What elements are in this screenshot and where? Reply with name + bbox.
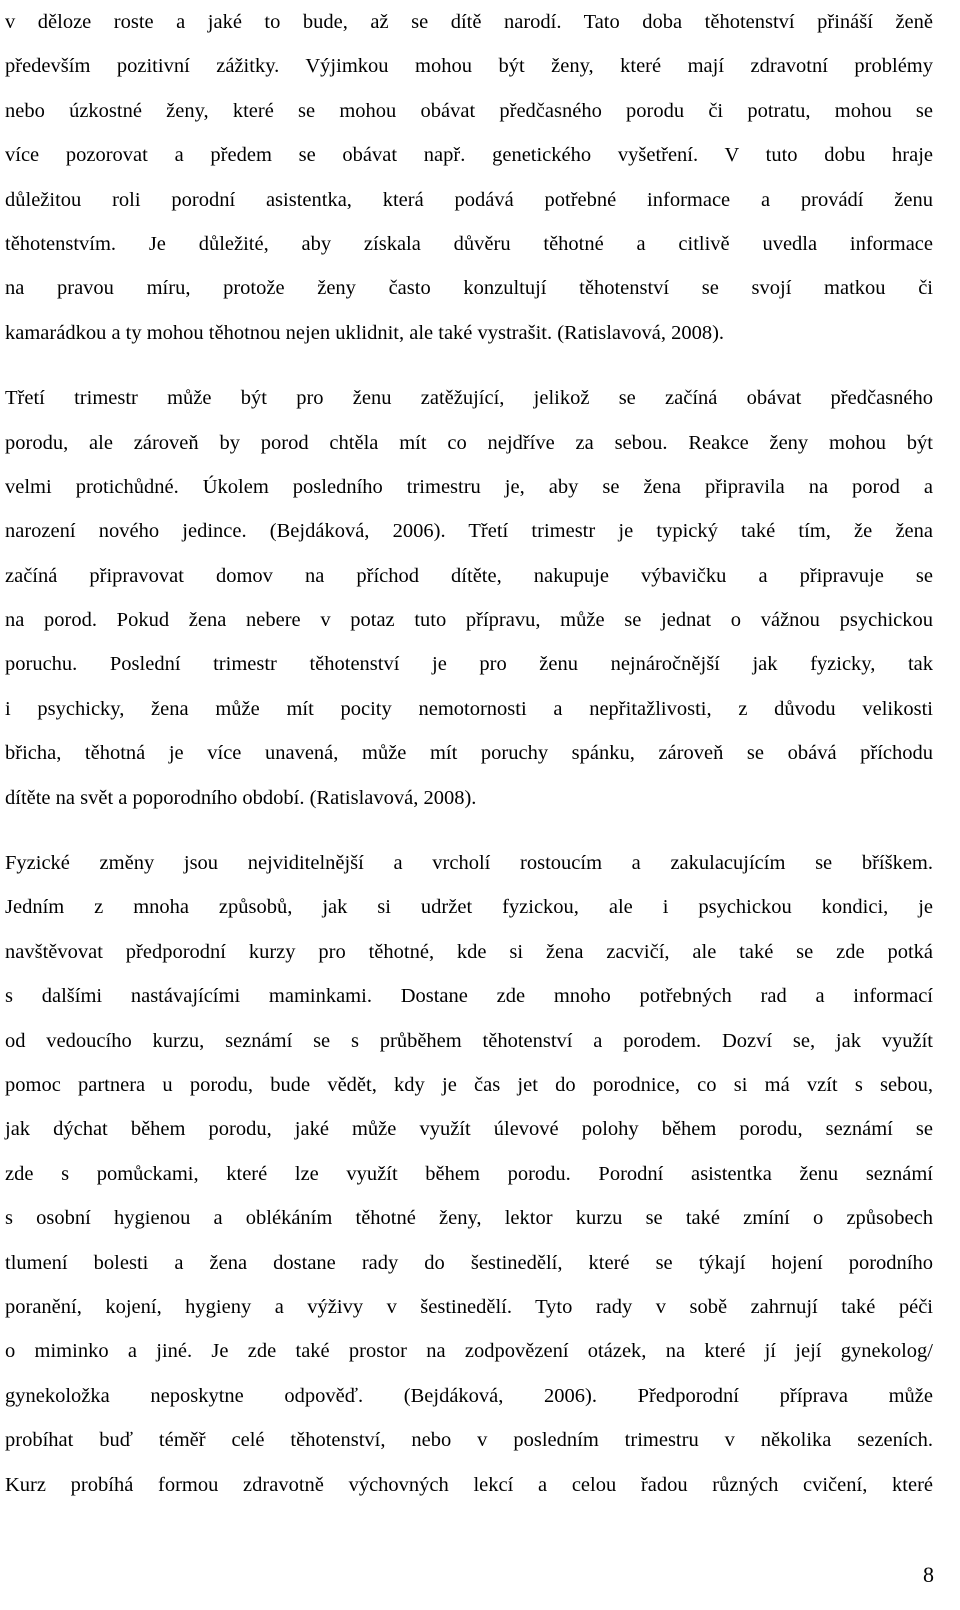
text-line: i psychicky, žena může mít pocity nemotornosti a nepřitažlivosti, z důvodu velikosti — [5, 697, 933, 720]
text-line: pomoc partnera u porodu, bude vědět, kdy je čas jet do porodnice, co si má vzít s sebou, — [5, 1073, 933, 1096]
text-line: Třetí trimestr může být pro ženu zatěžující, jelikož se začíná obávat předčasného — [5, 387, 933, 410]
text-line: především pozitivní zážitky. Výjimkou mohou být ženy, které mají zdravotní problémy — [5, 55, 933, 78]
paragraph-spacer — [5, 820, 933, 841]
text-line: porodu, ale zároveň by porod chtěla mít co nejdříve za sebou. Reakce ženy mohou být — [5, 431, 933, 454]
text-line: v děloze roste a jaké to bude, až se dítě narodí. Tato doba těhotenství přináší ženě — [5, 11, 933, 33]
paragraph-spacer — [5, 355, 933, 376]
text-line: navštěvovat předporodní kurzy pro těhotné, kde si žena zacvičí, ale také se zde potká — [5, 940, 933, 963]
paragraph-1 — [5, 0, 933, 355]
text-line: od vedoucího kurzu, seznámí se s průběhem těhotenství a porodem. Dozví se, jak využít — [5, 1029, 933, 1052]
text-line: těhotenstvím. Je důležité, aby získala důvěru těhotné a citlivě uvedla informace — [5, 232, 933, 255]
text-line: zde s pomůckami, které lze využít během porodu. Porodní asistentka ženu seznámí — [5, 1162, 933, 1185]
text-line: dítěte na svět a poporodního období. (Ratislavová, 2008). — [5, 786, 477, 809]
text-line: na porod. Pokud žena nebere v potaz tuto přípravu, může se jednat o vážnou psychickou — [5, 609, 933, 632]
text-line: gynekoložka neposkytne odpověď. (Bejdáková, 2006). Předporodní příprava může — [5, 1384, 933, 1407]
paragraph-3 — [5, 841, 933, 1507]
paragraph-2 — [5, 376, 933, 820]
text-line: nebo úzkostné ženy, které se mohou obávat předčasného porodu či potratu, mohou se — [5, 99, 933, 122]
text-line: na pravou míru, protože ženy často konzultují těhotenství se svojí matkou či — [5, 277, 933, 300]
text-line: o miminko a jiné. Je zde také prostor na zodpovězení otázek, na které jí její gynekolog/ — [5, 1340, 933, 1363]
text-line: Jedním z mnoha způsobů, jak si udržet fyzickou, ale i psychickou kondici, je — [5, 896, 933, 919]
text-line: narození nového jedince. (Bejdáková, 2006). Třetí trimestr je typický také tím, že žena — [5, 520, 933, 543]
text-line: poruchu. Poslední trimestr těhotenství je pro ženu nejnáročnější jak fyzicky, tak — [5, 653, 933, 676]
text-line: kamarádkou a ty mohou těhotnou nejen uklidnit, ale také vystrašit. (Ratislavová, 2008). — [5, 321, 725, 344]
text-line: s osobní hygienou a oblékáním těhotné ženy, lektor kurzu se také zmíní o způsobech — [5, 1207, 933, 1230]
text-line: jak dýchat během porodu, jaké může využít úlevové polohy během porodu, seznámí se — [5, 1118, 933, 1141]
text-line: poranění, kojení, hygieny a výživy v šestinedělí. Tyto rady v sobě zahrnují také péči — [5, 1295, 933, 1318]
text-line: Fyzické změny jsou nejviditelnější a vrcholí rostoucím a zakulacujícím se bříškem. — [5, 852, 933, 875]
text-line: důležitou roli porodní asistentka, která podává potřebné informace a provádí ženu — [5, 188, 933, 211]
text-line: probíhat buď téměř celé těhotenství, nebo v posledním trimestru v několika sezeních. — [5, 1429, 933, 1452]
text-line: tlumení bolesti a žena dostane rady do šestinedělí, které se týkají hojení porodního — [5, 1251, 933, 1274]
text-line: začíná připravovat domov na příchod dítěte, nakupuje výbavičku a připravuje se — [5, 564, 933, 587]
text-line: Kurz probíhá formou zdravotně výchovných lekcí a celou řadou různých cvičení, které — [5, 1473, 933, 1496]
text-line: s dalšími nastávajícími maminkami. Dostane zde mnoho potřebných rad a informací — [5, 985, 933, 1008]
text-line: více pozorovat a předem se obávat např. genetického vyšetření. V tuto dobu hraje — [5, 144, 933, 167]
document-page — [5, 0, 933, 1507]
page-number: 8 — [923, 1562, 934, 1587]
text-line: velmi protichůdné. Úkolem posledního trimestru je, aby se žena připravila na porod a — [5, 475, 933, 498]
text-line: břicha, těhotná je více unavená, může mít poruchy spánku, zároveň se obává příchodu — [5, 742, 933, 765]
